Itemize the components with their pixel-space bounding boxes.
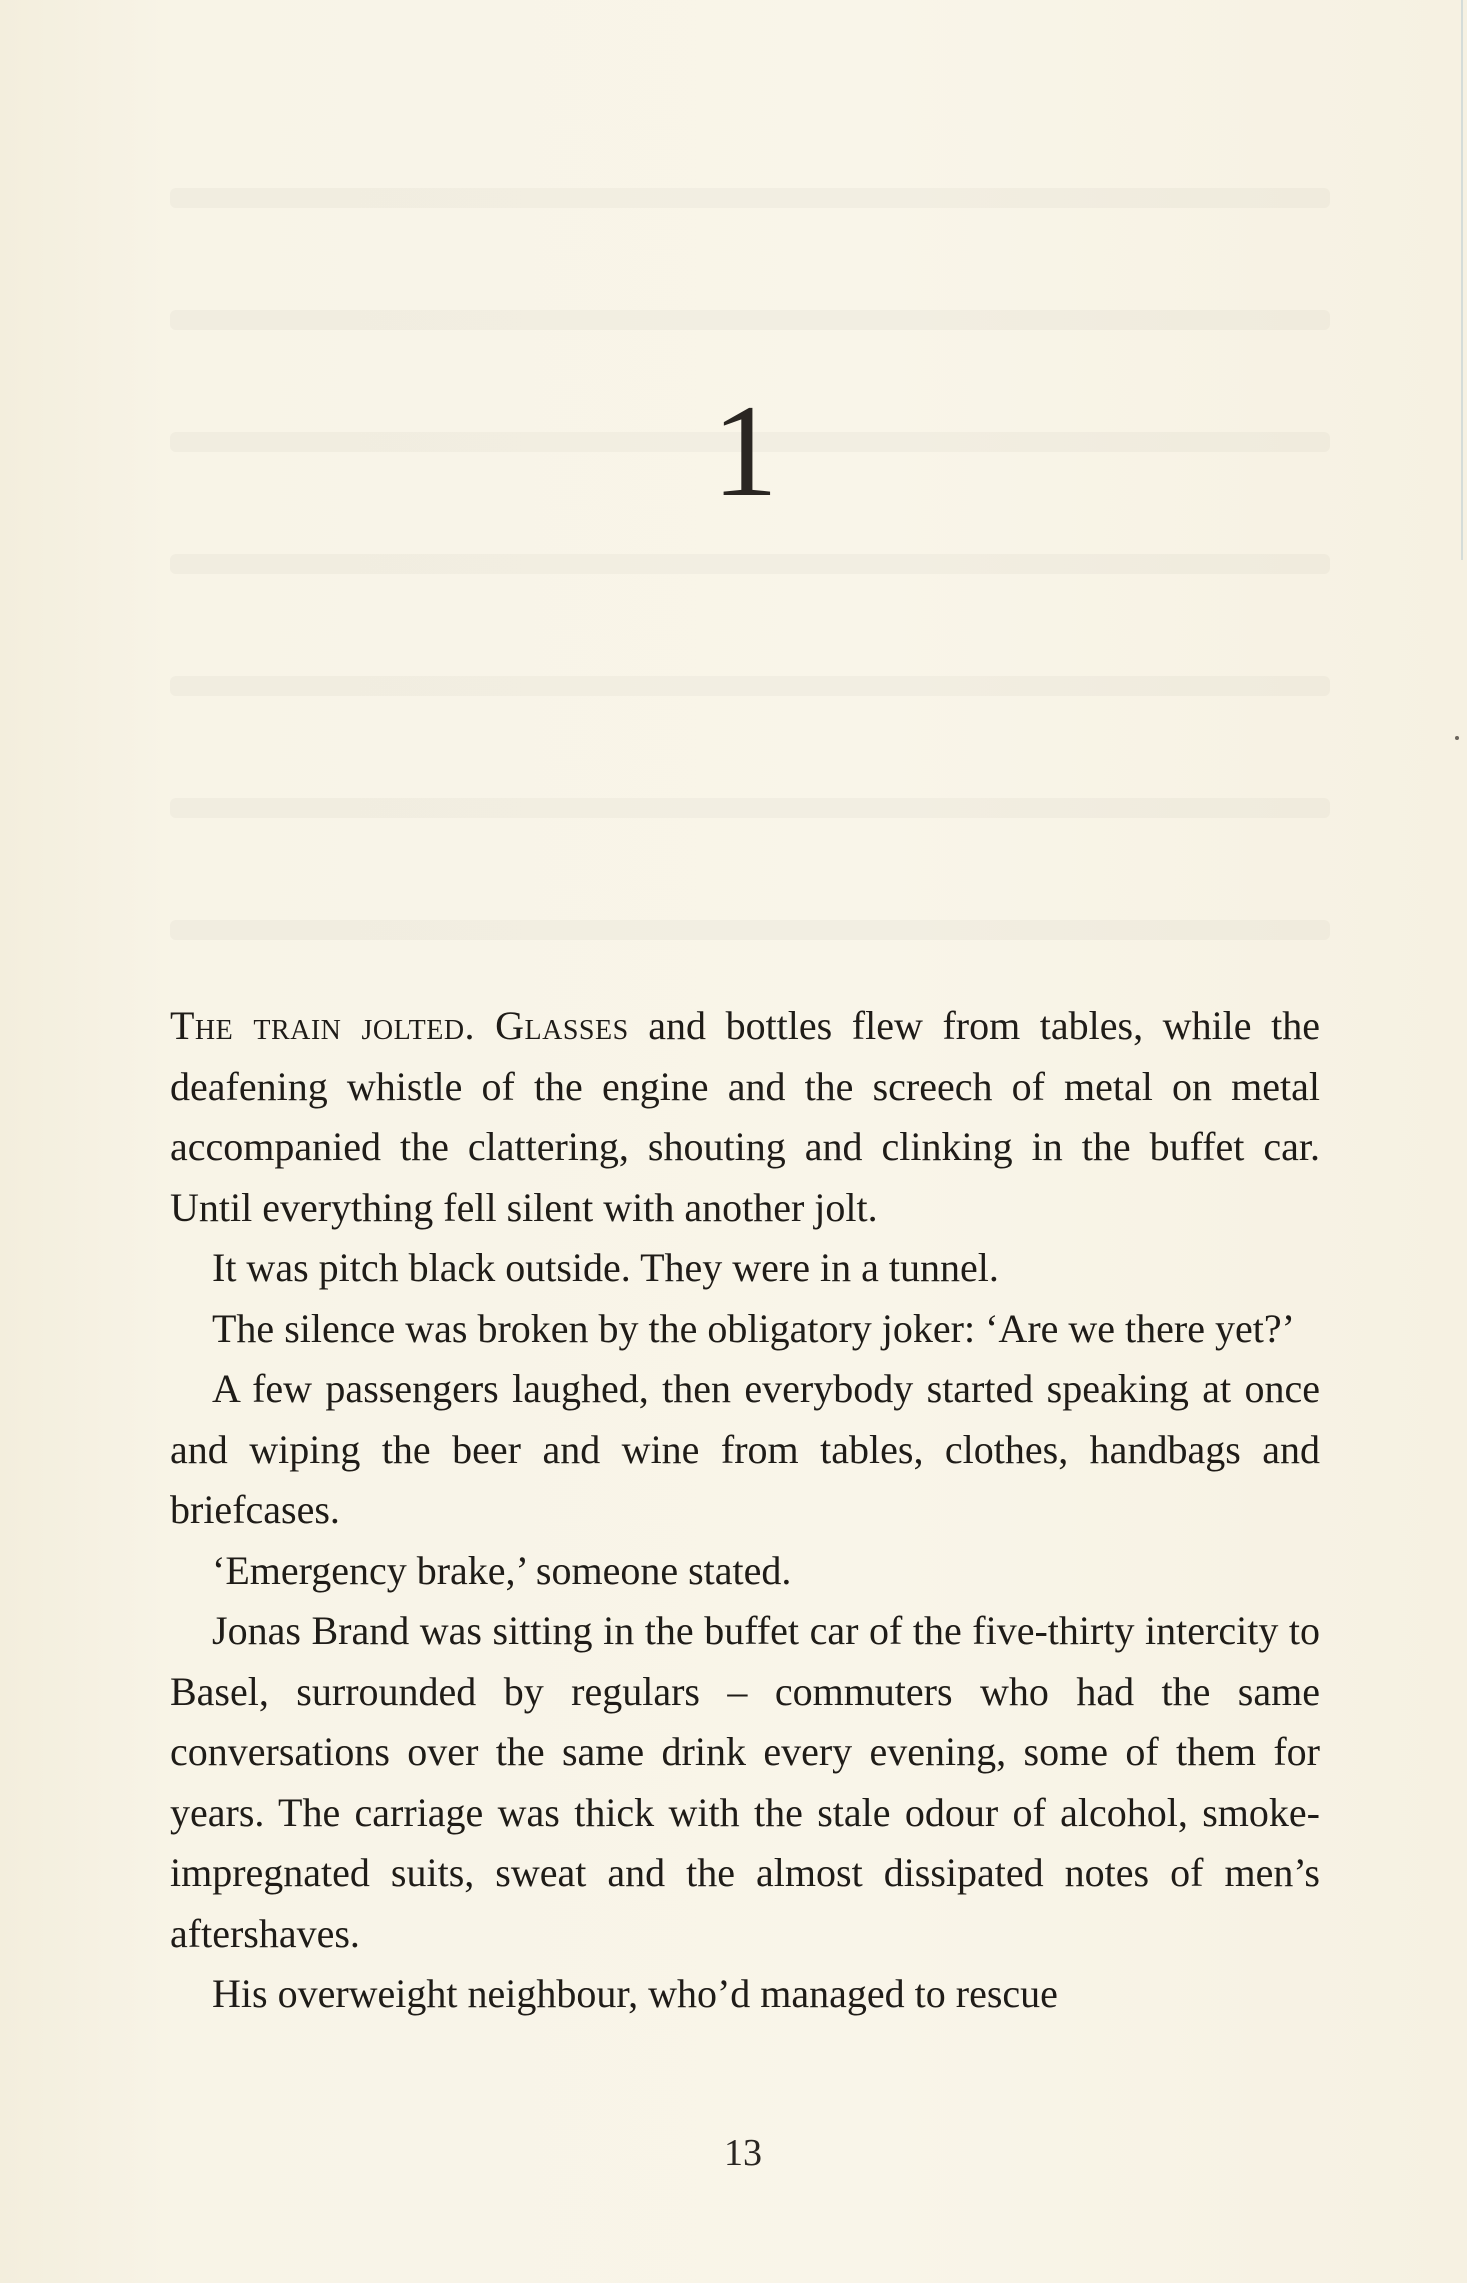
paragraph: ‘Emergency brake,’ someone stated. — [212, 1547, 792, 1593]
bleed-through-line — [170, 676, 1330, 696]
bleed-through-line — [170, 188, 1330, 208]
paragraph-opening — [170, 996, 1320, 1238]
chapter-body — [170, 996, 1320, 2025]
bleed-through-line — [170, 798, 1330, 818]
paragraph: The silence was broken by the obligatory joker: ‘Are we there yet?’ — [212, 1305, 1295, 1351]
page-number: 13 — [724, 2132, 762, 2174]
bleed-through-line — [170, 310, 1330, 330]
paragraph: A few passengers laughed, then everybody started speaking at once and wiping the beer and wine from tables, clothes, handbags and briefcases. — [170, 1366, 1320, 1532]
chapter-number: 1 — [712, 377, 778, 524]
paragraph: Jonas Brand was sitting in the buffet car of the five-thirty intercity to Basel, surrounded by regulars – commuters who had the same conversations over the same drink every evening, some of them for years. The carriage was thick with the stale odour of alcohol, smoke-impregnated suits, sweat and the almost dissipated notes of men’s aftershaves. — [170, 1608, 1320, 1956]
opening-text: and bottles flew from tables, while the deafening whistle of the engine and the screech of metal on metal accompanied the clattering, shouting and clinking in the buffet car. Until everything fell silent with another jolt. — [170, 1003, 1320, 1230]
paragraph: It was pitch black outside. They were in a tunnel. — [212, 1245, 999, 1290]
paragraph: His overweight neighbour, who’d managed to rescue — [212, 1971, 1058, 2016]
bleed-through-line — [170, 920, 1330, 940]
bleed-through-line — [170, 554, 1330, 574]
paper-speck — [1455, 736, 1459, 740]
opening-small-caps: The train jolted. Glasses — [170, 1003, 629, 1048]
